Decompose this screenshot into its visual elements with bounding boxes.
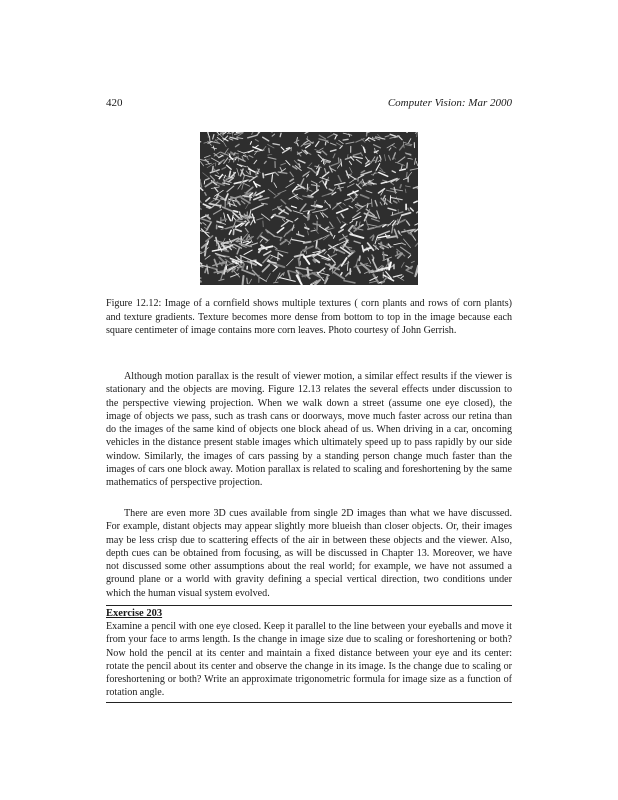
corn-leaf <box>210 136 211 142</box>
corn-leaf <box>263 173 264 177</box>
corn-leaf <box>343 139 348 140</box>
corn-leaf <box>383 252 384 260</box>
corn-leaf <box>221 199 225 200</box>
cornfield-photo-graphic <box>200 132 418 285</box>
corn-leaf <box>308 211 309 213</box>
running-header: Computer Vision: Mar 2000 <box>387 97 512 109</box>
body-paragraph-1: Although motion parallax is the result of viewer motion, a similar effect results if the viewer is stationary and the objects are moving. Figure 12.13 relates the several effects under discussion to the perspective viewing projection. When we walk down a street (assume one eye closed), the image of objects we pass, such as trash cans or doorways, move much faster across our retina than do the images of the same kind of objects one block ahead of us. When driving in a car, oncoming vehicles in the distance present stable images which ultimately speed up to pass rapidly by our side window. Similarly, the images of cars passing by a standing person change much faster than the images of cars one block away. Motion parallax is related to scaling and foreshortening by the same mathematics of perspective projection. <box>106 371 512 489</box>
corn-leaf <box>326 162 330 163</box>
corn-leaf <box>252 260 256 261</box>
corn-leaf <box>407 163 408 168</box>
corn-leaf <box>256 171 257 175</box>
body-paragraph-2: There are even more 3D cues available from single 2D images than what we have discussed. For example, distant objects may appear slightly more blueish than closer objects. Or, their images may be less crisp due to scattering effects of the air in between these objects and the viewer. Also, depth cues can be obtained from focusing, as will be discussed in Chapter 13. Moreover, we have not discussed some other assumptions about the real world; for example, we have not assumed a ground plane or a world with gravity defining a special vertical direction, two conditions under which the human visual system evolved. <box>106 508 512 599</box>
corn-leaf <box>221 219 226 220</box>
corn-leaf <box>372 199 373 207</box>
corn-leaf <box>359 256 360 260</box>
corn-leaf <box>219 227 223 228</box>
corn-leaf <box>326 181 327 185</box>
corn-leaf <box>339 158 340 163</box>
corn-leaf <box>406 172 407 177</box>
corn-leaf <box>397 252 398 255</box>
corn-leaf <box>269 148 270 152</box>
corn-leaf <box>247 278 248 283</box>
corn-leaf <box>381 243 382 248</box>
cornfield-photo <box>200 132 418 285</box>
corn-leaf <box>350 251 354 252</box>
exercise-title: Exercise 203 <box>106 608 163 619</box>
corn-leaf <box>400 185 401 188</box>
corn-leaf <box>307 268 308 275</box>
corn-leaf <box>212 167 213 172</box>
figure-caption: Figure 12.12: Image of a cornfield shows multiple textures ( corn plants and rows of corn plants) and texture gradients. Texture becomes more dense from bottom to top in the image because each square centimeter of image contains more corn leaves. Photo courtesy of John Gerrish. <box>106 298 512 336</box>
exercise-box <box>106 605 512 703</box>
exercise-text: Examine a pencil with one eye closed. Keep it parallel to the line between your eyeballs and move it from your face to arms length. Is the change in image size due to scaling or foreshortening or both? Now hold the pencil at its center and maintain a fixed distance between your eye and its center: rotate the pencil about its center and observe the change in its image. Is the change due to scaling or foreshortening or both? Write an approximate trigonometric formula for image size as a function of rotation angle. <box>106 621 512 699</box>
page-number: 420 <box>106 97 123 109</box>
corn-leaf <box>205 246 206 256</box>
corn-leaf <box>234 159 235 162</box>
corn-leaf <box>243 276 244 284</box>
corn-leaf <box>309 214 310 219</box>
